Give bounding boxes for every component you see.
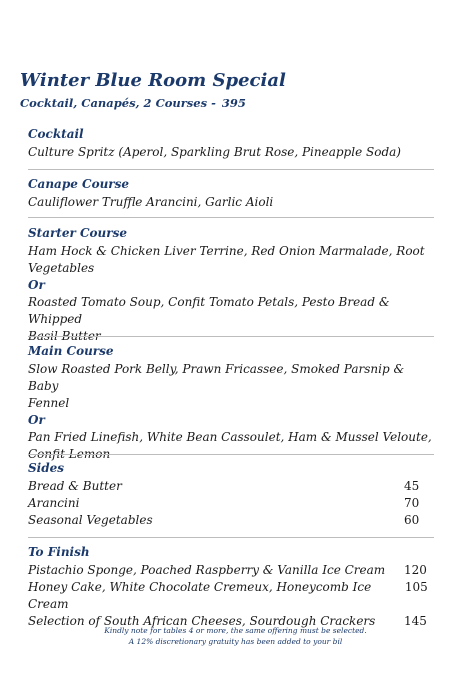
divider <box>28 217 434 218</box>
footer-line-2: A 12% discretionary gratuity has been added to your bil <box>128 637 343 646</box>
finish-section <box>28 544 434 630</box>
starter-option2-line2: Basil Butter <box>28 329 101 343</box>
sides-row <box>28 495 434 512</box>
divider <box>28 336 434 337</box>
finish-row <box>28 562 434 579</box>
finish-row <box>28 579 434 613</box>
menu-subtitle <box>20 96 246 110</box>
dessert-price: 145 <box>404 614 427 628</box>
main-option2-line2: Confit Lemon <box>28 447 111 461</box>
main-heading: Main Course <box>28 344 114 358</box>
main-option1-line1: Slow Roasted Pork Belly, Prawn Fricassee, Smoked Parsnip & Baby <box>28 362 405 393</box>
subtitle-price: 395 <box>221 96 246 110</box>
starter-or: Or <box>28 278 45 292</box>
starter-heading: Starter Course <box>28 226 127 240</box>
sides-row <box>28 478 434 495</box>
side-name: Bread & Butter <box>28 479 122 493</box>
main-or: Or <box>28 413 45 427</box>
starter-option1-line2: Vegetables <box>28 261 95 275</box>
sides-heading: Sides <box>28 461 65 475</box>
dessert-price: 105 <box>404 580 428 594</box>
cocktail-item: Culture Spritz (Aperol, Sparkling Brut Rose, Pineapple Soda) <box>28 145 401 159</box>
side-name: Arancini <box>28 496 80 510</box>
main-section <box>28 343 434 463</box>
divider <box>28 537 434 538</box>
sides-section <box>28 460 434 529</box>
dessert-name: Selection of South African Cheeses, Sourdough Crackers <box>28 614 376 628</box>
side-name: Seasonal Vegetables <box>28 513 153 527</box>
divider <box>28 454 434 455</box>
cocktail-heading: Cocktail <box>28 127 84 141</box>
subtitle-text: Cocktail, Canapés, 2 Courses - <box>20 96 216 110</box>
starter-section <box>28 225 434 345</box>
dessert-name: Pistachio Sponge, Poached Raspberry & Vanilla Ice Cream <box>28 563 386 577</box>
main-option2-line1: Pan Fried Linefish, White Bean Cassoulet, Ham & Mussel Veloute, <box>28 430 432 444</box>
footer-note <box>0 625 471 647</box>
menu-title: Winter Blue Room Special <box>20 70 286 91</box>
dessert-name: Honey Cake, White Chocolate Cremeux, Honeycomb Ice Cream <box>28 580 372 611</box>
canape-heading: Canape Course <box>28 177 130 191</box>
canape-item: Cauliflower Truffle Arancini, Garlic Aioli <box>28 195 274 209</box>
side-price: 60 <box>404 513 420 527</box>
starter-option1-line1: Ham Hock & Chicken Liver Terrine, Red Onion Marmalade, Root <box>28 244 425 258</box>
divider <box>28 169 434 170</box>
canape-section <box>28 176 434 211</box>
starter-option2-line1: Roasted Tomato Soup, Confit Tomato Petals, Pesto Bread & Whipped <box>28 295 390 326</box>
side-price: 70 <box>404 496 420 510</box>
main-option1-line2: Fennel <box>28 396 70 410</box>
dessert-price: 120 <box>404 563 427 577</box>
side-price: 45 <box>404 479 420 493</box>
finish-heading: To Finish <box>28 545 90 559</box>
cocktail-section <box>28 126 434 161</box>
footer-line-1: Kindly note for tables 4 or more, the same offering must be selected. <box>104 626 367 635</box>
sides-row <box>28 512 434 529</box>
